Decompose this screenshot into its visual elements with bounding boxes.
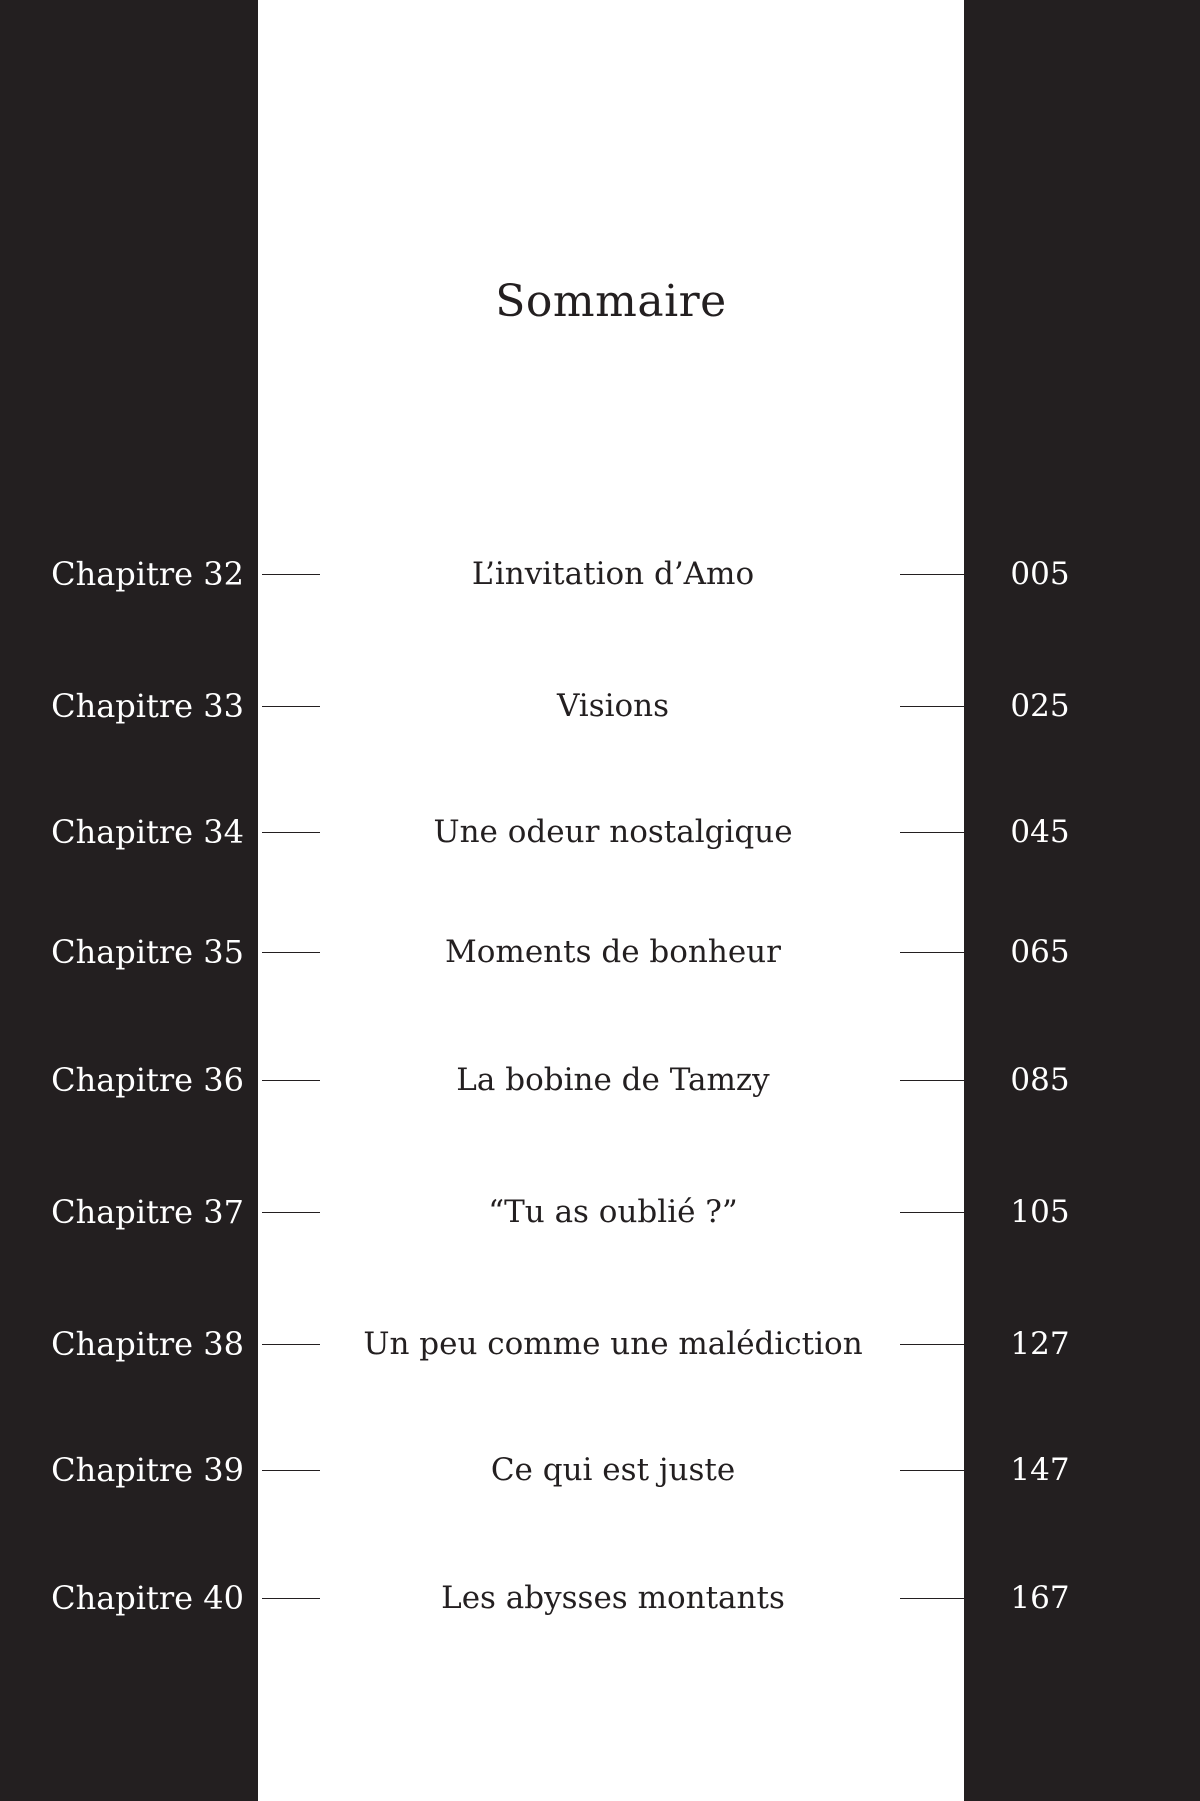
toc-row <box>0 1182 1200 1242</box>
leader-line-left <box>262 706 320 707</box>
leader-line-right <box>900 574 964 575</box>
chapter-title: Visions <box>556 688 670 724</box>
toc-row <box>0 544 1200 604</box>
chapter-label: Chapitre 34 <box>51 813 244 851</box>
chapter-label: Chapitre 33 <box>51 687 244 725</box>
leader-line-left <box>262 952 320 953</box>
chapter-label: Chapitre 35 <box>51 933 244 971</box>
toc-row <box>0 1568 1200 1628</box>
center-white-band <box>258 0 964 1801</box>
toc-row <box>0 1314 1200 1374</box>
leader-line-right <box>900 1470 964 1471</box>
chapter-title: Ce qui est juste <box>490 1452 736 1488</box>
chapter-title: Une odeur nostalgique <box>433 814 793 850</box>
leader-line-right <box>900 1080 964 1081</box>
toc-row <box>0 802 1200 862</box>
chapter-label: Chapitre 32 <box>51 555 244 593</box>
page-number: 085 <box>1010 1062 1070 1098</box>
leader-line-right <box>900 706 964 707</box>
chapter-title: Un peu comme une malédiction <box>363 1326 863 1362</box>
left-dark-band <box>0 0 258 1801</box>
page-number: 147 <box>1010 1452 1070 1488</box>
chapter-label: Chapitre 39 <box>51 1451 244 1489</box>
chapter-title: La bobine de Tamzy <box>456 1062 770 1098</box>
page-number: 105 <box>1010 1194 1070 1230</box>
chapter-title: L’invitation d’Amo <box>471 556 755 592</box>
chapter-label: Chapitre 36 <box>51 1061 244 1099</box>
chapter-label: Chapitre 40 <box>51 1579 244 1617</box>
leader-line-left <box>262 1598 320 1599</box>
leader-line-right <box>900 1212 964 1213</box>
leader-line-right <box>900 952 964 953</box>
leader-line-left <box>262 1470 320 1471</box>
right-dark-band <box>964 0 1200 1801</box>
leader-line-left <box>262 1212 320 1213</box>
page-number: 005 <box>1010 556 1070 592</box>
toc-row <box>0 1440 1200 1500</box>
leader-line-left <box>262 1080 320 1081</box>
chapter-title: “Tu as oublié ?” <box>488 1194 738 1230</box>
page-number: 045 <box>1010 814 1070 850</box>
leader-line-right <box>900 832 964 833</box>
chapter-title: Moments de bonheur <box>445 934 781 970</box>
chapter-label: Chapitre 37 <box>51 1193 244 1231</box>
toc-row <box>0 922 1200 982</box>
page-number: 167 <box>1010 1580 1070 1616</box>
toc-row <box>0 1050 1200 1110</box>
leader-line-right <box>900 1344 964 1345</box>
leader-line-right <box>900 1598 964 1599</box>
page-number: 025 <box>1010 688 1070 724</box>
leader-line-left <box>262 832 320 833</box>
page-title: Sommaire <box>495 276 727 327</box>
page-number: 127 <box>1010 1326 1070 1362</box>
page-number: 065 <box>1010 934 1070 970</box>
leader-line-left <box>262 1344 320 1345</box>
leader-line-left <box>262 574 320 575</box>
chapter-title: Les abysses montants <box>441 1580 785 1616</box>
toc-row <box>0 676 1200 736</box>
chapter-label: Chapitre 38 <box>51 1325 244 1363</box>
